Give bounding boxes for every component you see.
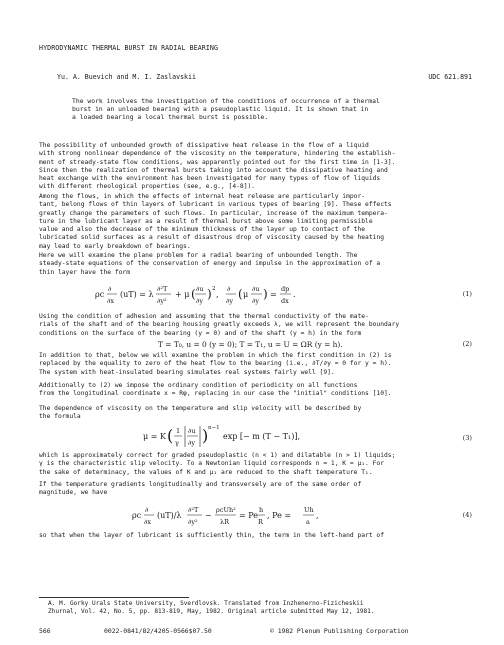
abstract-line: a loaded bearing a local thermal burst is possible.	[72, 113, 269, 121]
text-line: thin layer have the form	[39, 268, 130, 276]
svg-text:∂y: ∂y	[252, 297, 260, 305]
udc-code: UDC 621.891	[428, 73, 472, 81]
svg-text:ρc: ρc	[95, 290, 105, 299]
footnote-divider	[39, 597, 189, 598]
text-line: lubricated solid surfaces as a result of disastrous drop of viscosity caused by the heating	[39, 234, 384, 242]
text-line: the sake of determinacy, the values of K and μ₁ are reduced to the shaft temperature T₁.	[39, 468, 373, 476]
svg-text:(uT)/λ: (uT)/λ	[157, 511, 182, 520]
svg-text:=: =	[270, 290, 277, 299]
svg-text:1: 1	[176, 427, 181, 435]
svg-text:(: (	[167, 426, 174, 445]
abstract-line: burst in an unloaded bearing with a pseudoplastic liquid. It is shown that in	[72, 105, 369, 113]
text-line: with strong nonlinear dependence of the viscosity on the temperature, hindering the establish-	[39, 150, 396, 158]
svg-text:∂y: ∂y	[188, 439, 196, 447]
footnote-line: A. M. Gorky Urals State University, Sverdlovsk. Translated from Inzhenerno-Fizicheskii	[48, 600, 364, 607]
svg-text:.: .	[293, 290, 296, 299]
equation-3	[143, 422, 343, 454]
paragraph-pseudoplastic	[39, 452, 475, 477]
text-line: which is approximately correct for graded pseudoplastic (n < 1) and dilatable (n > 1) liquids;	[39, 452, 396, 459]
svg-text:,: ,	[316, 511, 319, 520]
abstract	[72, 97, 472, 121]
text-line: heat exchange with the environment has been investigated for many types of flow of liquids	[39, 175, 381, 183]
equation-3-graphic	[143, 422, 343, 452]
svg-text:+ μ: + μ	[175, 290, 190, 299]
svg-text:ρc: ρc	[132, 511, 142, 520]
text-line: Among the flows, in which the effects of internal heat release are particularly impor-	[39, 193, 366, 200]
paragraph-periodicity	[39, 382, 475, 399]
paragraph-heat-insulated	[39, 352, 475, 377]
svg-text:= Pe: = Pe	[239, 511, 259, 520]
svg-text:~: ~	[205, 511, 212, 520]
svg-text:dx: dx	[281, 297, 289, 305]
svg-text:exp [− m (T − T₁)],: exp [− m (T − T₁)],	[223, 432, 300, 441]
svg-text:∂x: ∂x	[107, 297, 115, 305]
text-line: The possibility of unbounded growth of dissipative heat release in the flow of a liquid	[39, 142, 369, 149]
svg-text:(: (	[191, 287, 196, 301]
text-line: Here we will examine the plane problem for a radial bearing of unbounded length. The	[39, 252, 358, 259]
text-line: with different rheological properties (see, e.g., [4-8]).	[39, 183, 256, 191]
text-line: If the temperature gradients longitudinally and transversely are of the same order of	[39, 481, 362, 488]
svg-text:∂y²: ∂y²	[188, 518, 198, 526]
paragraph-boundary	[39, 313, 475, 338]
text-line: replaced by the equality to zero of the heat flow to the bearing (i.e., ∂T/∂y = 0 for y = h).	[39, 360, 392, 368]
text-line: greatly change the parameters of such flows. In particular, increase of the maximum tempera-	[39, 209, 388, 217]
svg-text:μ = K: μ = K	[143, 432, 166, 441]
svg-text:2: 2	[212, 286, 216, 292]
text-line: may lead to early breakdown of bearings.	[39, 242, 191, 250]
text-line: Using the condition of adhesion and assuming that the thermal conductivity of the mate-	[39, 313, 369, 320]
text-line: from the longitudinal coordinate x = Rφ, replacing in our case the "initial" conditions [10].	[39, 390, 392, 398]
paragraph-thin-layer	[39, 532, 475, 540]
svg-text:ρcUh²: ρcUh²	[216, 506, 236, 514]
equation-4-graphic	[132, 503, 372, 529]
svg-text:∂u: ∂u	[252, 285, 260, 293]
equation-4	[132, 503, 372, 531]
text-line: conditions on the surface of the bearing (y = 0) and of the shaft (y = h) in the form	[39, 329, 362, 337]
svg-text:∂u: ∂u	[196, 285, 204, 293]
svg-text:∂x: ∂x	[144, 518, 152, 526]
svg-text:): )	[207, 287, 212, 301]
equation-2: T = T₀, u = 0 (y = 0); T = T₁, u = U = ΩR (y = h).	[158, 340, 343, 349]
equation-1-graphic	[95, 282, 425, 308]
text-line: value and also the decrease of the minimum thickness of the layer up to contact of the	[39, 226, 366, 234]
svg-text:∂²T: ∂²T	[188, 506, 199, 514]
authors: Yu. A. Buevich and M. I. Zaslavskii	[57, 73, 196, 81]
equation-2-number: (2)	[462, 340, 472, 348]
text-line: so that when the layer of lubricant is sufficiently thin, the term in the left-hand part of	[39, 532, 384, 539]
abstract-line: The work involves the investigation of the conditions of occurrence of a thermal	[72, 97, 380, 105]
text-line: ture in the lubricant layer as a result of thermal burst above some limiting permissible	[39, 217, 373, 225]
text-line: magnitude, we have	[39, 489, 108, 497]
svg-text:n−1: n−1	[208, 425, 220, 431]
svg-text:∂y: ∂y	[226, 297, 234, 305]
text-line: In addition to that, below we will examine the problem in which the first condition in (2) is	[39, 352, 392, 359]
svg-text:): )	[263, 287, 268, 301]
svg-text:dp: dp	[281, 285, 290, 293]
svg-text:γ: γ	[175, 439, 179, 447]
copyright: © 1982 Plenum Publishing Corporation	[270, 627, 409, 635]
footnote-line: Zhurnal, Vol. 42, No. 5, pp. 813-819, May, 1982. Original article submitted May 12, 1981.	[48, 607, 375, 615]
equation-1	[95, 282, 425, 310]
svg-text:h: h	[259, 506, 264, 514]
text-line: γ is the characteristic slip velocity. To a Newtonian liquid corresponds n = 1, K = μ₁. For	[39, 460, 384, 468]
text-line: rials of the shaft and of the bearing housing greatly exceeds λ, we will represent the boundary	[39, 321, 400, 329]
paragraph-flows	[39, 193, 475, 251]
svg-text:,: ,	[216, 290, 219, 299]
footnote	[48, 600, 478, 616]
svg-text:λR: λR	[220, 518, 230, 526]
text-line: The system with heat-insulated bearing simulates real systems fairly well [9].	[39, 368, 335, 376]
svg-text:(uT) = λ: (uT) = λ	[120, 290, 154, 299]
svg-text:a: a	[306, 518, 310, 526]
svg-text:): )	[202, 426, 209, 445]
svg-text:∂²T: ∂²T	[157, 285, 168, 293]
text-line: steady-state equations of the conservation of energy and impulse in the approximation of a	[39, 260, 381, 268]
text-line: Additionally to (2) we impose the ordinary condition of periodicity on all functions	[39, 382, 358, 389]
page-number: 566	[39, 627, 51, 635]
svg-text:R: R	[258, 518, 263, 526]
text-line: The dependence of viscosity on the temperature and slip velocity will be described by	[39, 405, 362, 412]
paragraph-intro	[39, 142, 475, 192]
paragraph-viscosity	[39, 405, 475, 422]
svg-text:∂: ∂	[108, 285, 112, 293]
text-line: tant, belong flows of thin layers of lubricant in various types of bearing [9]. These effects	[39, 201, 392, 209]
svg-text:μ: μ	[243, 290, 249, 299]
svg-text:, Pe =: , Pe =	[267, 511, 292, 520]
text-line: Since then the realization of thermal bursts taking into account the dissipative heating and	[39, 166, 388, 174]
text-line: ment of stready-state flow conditions, was apparently pointed out for the first time in [1-3].	[39, 158, 396, 166]
article-code: 0022-0841/82/4205-0566$07.50	[104, 627, 212, 635]
equation-4-number: (4)	[462, 511, 472, 519]
svg-text:∂y²: ∂y²	[157, 297, 167, 305]
svg-text:∂y: ∂y	[196, 297, 204, 305]
equation-3-number: (3)	[462, 434, 472, 442]
svg-text:∂u: ∂u	[188, 427, 196, 435]
svg-text:∂: ∂	[145, 506, 149, 514]
paper-title: HYDRODYNAMIC THERMAL BURST IN RADIAL BEARING	[39, 44, 219, 52]
svg-text:∂: ∂	[227, 285, 231, 293]
paragraph-problem	[39, 252, 475, 277]
text-line: the formula	[39, 413, 81, 421]
equation-1-number: (1)	[462, 290, 472, 298]
paragraph-gradients	[39, 481, 475, 498]
svg-text:(: (	[238, 287, 243, 301]
svg-text:Uh: Uh	[304, 506, 314, 514]
